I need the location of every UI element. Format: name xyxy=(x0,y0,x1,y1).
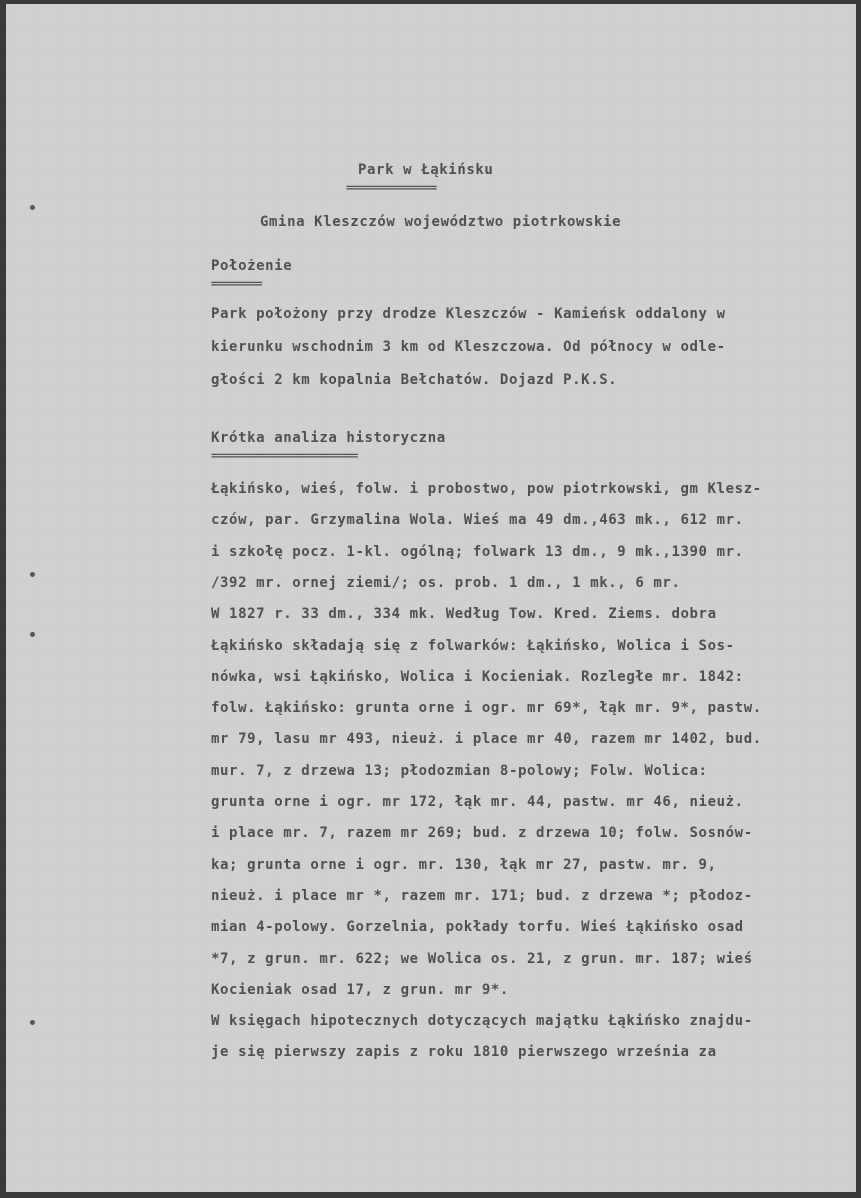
title-underline: ================ xyxy=(346,181,436,194)
text-line: nieuż. i place mr *, razem mr. 171; bud. z drzewa *; płodoz- xyxy=(211,887,753,904)
text-line: *7, z grun. mr. 622; we Wolica os. 21, z grun. mr. 187; wieś xyxy=(211,950,753,967)
text-line: je się pierwszy zapis z roku 1810 pierwszego września za xyxy=(211,1044,717,1061)
text-line: W 1827 r. 33 dm., 334 mk. Według Tow. Kred. Ziems. dobra xyxy=(211,606,717,623)
text-line: nówka, wsi Łąkińsko, Wolica i Kocieniak. Rozległe mr. 1842: xyxy=(211,668,744,685)
text-line: głości 2 km kopalnia Bełchatów. Dojazd P.K.S. xyxy=(211,372,618,388)
text-line: czów, par. Grzymalina Wola. Wieś ma 49 dm.,463 mk., 612 mr. xyxy=(211,512,744,529)
text-line: Kocieniak osad 17, z grun. mr 9*. xyxy=(211,981,509,998)
document-subtitle: Gmina Kleszczów województwo piotrkowskie xyxy=(260,214,622,230)
text-line: Łąkińsko, wieś, folw. i probostwo, pow piotrkowski, gm Klesz- xyxy=(211,481,762,497)
text-line: i szkołę pocz. 1-kl. ogólną; folwark 13 dm., 9 mk.,1390 mr. xyxy=(211,543,744,560)
section-heading-location: Położenie xyxy=(211,258,293,274)
text-line: grunta orne i ogr. mr 172, łąk mr. 44, pastw. mr 46, nieuż. xyxy=(211,794,744,810)
text-line: folw. Łąkińsko: grunta orne i ogr. mr 69*, łąk mr. 9*, pastw. xyxy=(211,700,762,717)
punch-hole-mark xyxy=(30,1020,35,1025)
text-line: i place mr. 7, razem mr 269; bud. z drzewa 10; folw. Sosnów- xyxy=(211,825,753,842)
text-line: mian 4-polowy. Gorzelnia, pokłady torfu. Wieś Łąkińsko osad xyxy=(211,919,744,936)
section-heading-history: Krótka analiza historyczna xyxy=(211,430,446,446)
text-line: Łąkińsko składają się z folwarków: Łąkińsko, Wolica i Sos- xyxy=(211,637,735,654)
text-line: mur. 7, z drzewa 13; płodozmian 8-polowy; Folw. Wolica: xyxy=(211,762,708,779)
punch-hole-mark xyxy=(30,205,35,210)
text-line: ka; grunta orne i ogr. mr. 130, łąk mr 27, pastw. mr. 9, xyxy=(211,856,717,873)
document-page xyxy=(6,4,856,1192)
punch-hole-mark xyxy=(30,572,35,577)
punch-hole-mark xyxy=(30,632,35,637)
text-line: W księgach hipotecznych dotyczących majątku Łąkińsko znajdu- xyxy=(211,1013,753,1030)
text-line: /392 mr. ornej ziemi/; os. prob. 1 dm., 1 mk., 6 mr. xyxy=(211,574,681,591)
section-underline: ========================== xyxy=(211,449,358,462)
text-line: kierunku wschodnim 3 km od Kleszczowa. Od północy w odle- xyxy=(211,339,726,355)
document-title: Park w Łąkińsku xyxy=(358,162,494,178)
section-underline: ========= xyxy=(211,277,262,290)
text-line: Park położony przy drodze Kleszczów - Kamieńsk oddalony w xyxy=(211,306,726,322)
text-line: mr 79, lasu mr 493, nieuż. i place mr 40, razem mr 1402, bud. xyxy=(211,731,762,748)
